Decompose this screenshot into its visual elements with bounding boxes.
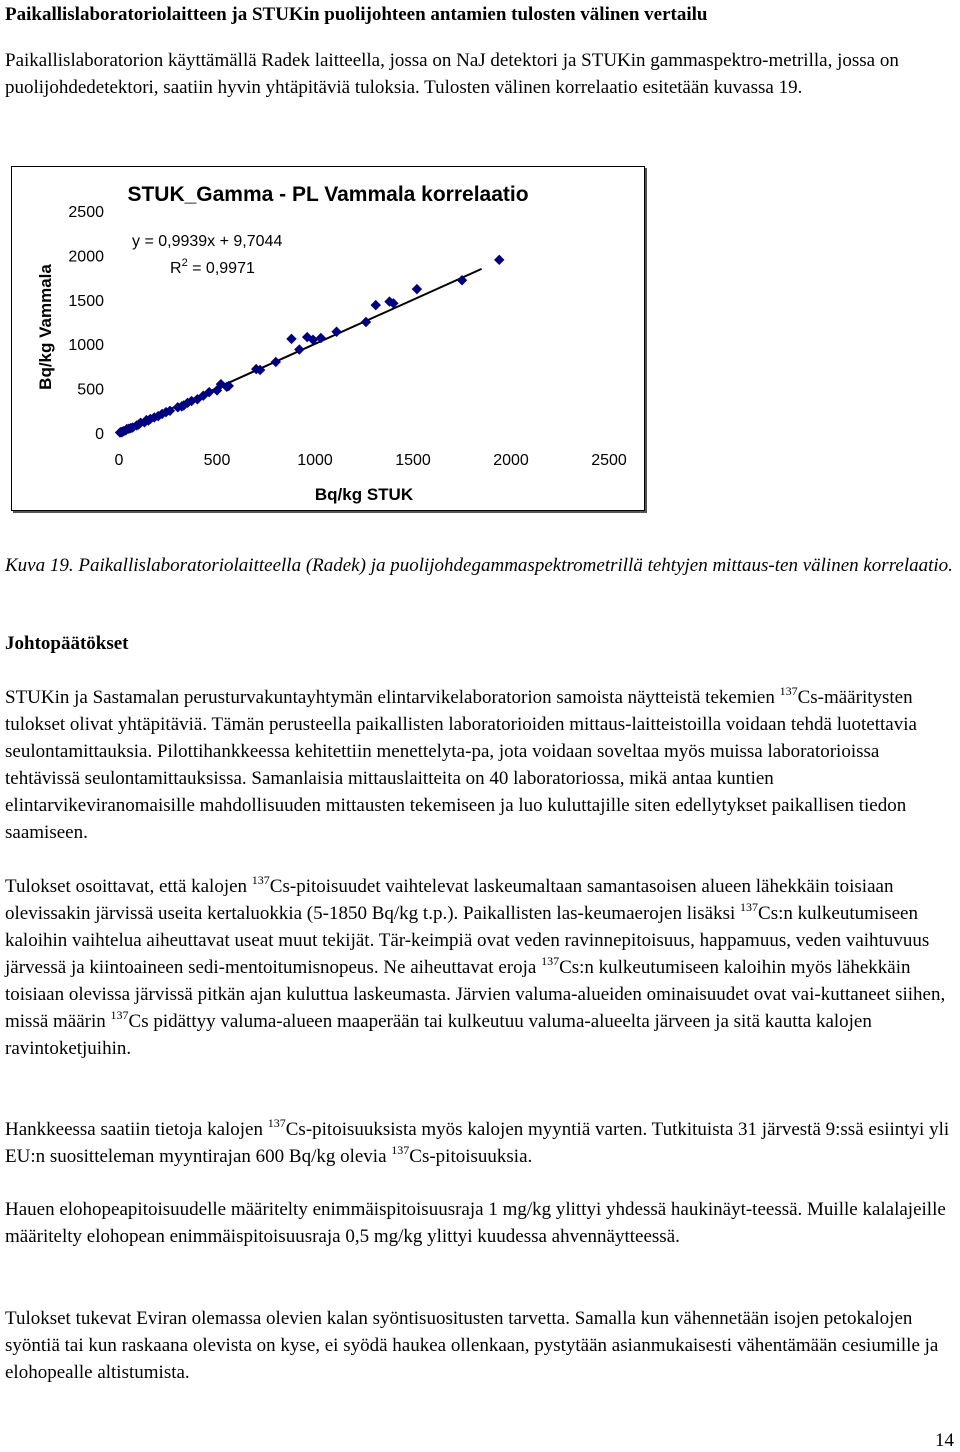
x-tick-label: 1500 [395, 452, 431, 469]
r-squared-label: $R^2 = 0,9971$ [170, 257, 255, 277]
data-point [371, 301, 380, 310]
regression-equation: y = 0,9939x + 9,7044 [132, 233, 283, 250]
figure-caption: Kuva 19. Paikallislaboratoriolaitteella (Radek) ja puolijohdegammaspektrometrillä tehtyjen mittaus-ten välinen korrelaatio. [5, 555, 953, 576]
x-tick-label: 500 [203, 452, 231, 469]
chart-title: STUK_Gamma - PL Vammala korrelaatio [127, 183, 529, 206]
paragraph-2: Tulokset osoittavat, että kalojen $^{137}$Cs-pitoisuudet vaihtelevat laskeumaltaan samantasoisen alueen lähekkäin toisiaan olevissakin järvissä useita kertaluokkia (5-1850 Bq/kg t.p.). Paikallisten las-keumaerojen lisäksi $^{137}$Cs:n kulkeutumiseen kaloihin vaihtelua aiheuttavat useat muut tekijät. Tär-keimpiä ovat veden ravinnepitoisuus, happamuus, veden vaihtuvuus järvessä ja kiintoaineen sedi-mentoitumisnopeus. Ne aiheuttavat eroja $^{137}$Cs:n kulkeutumiseen kaloihin myös lähekkäin toisiaan olevissa järvissä pitkän ajan kuluttua laskeumasta. Järvien valuma-alueiden ominaisuudet ovat vai-kuttaneet siihen, missä määrin $^{137}$Cs pidättyy valuma-alueen maaperään tai kulkeutuu valuma-alueelta järveen ja sitä kautta kalojen ravintoketjuihin. [5, 873, 946, 1059]
page-number: 14 [935, 1430, 954, 1451]
y-tick-label: 500 [77, 381, 104, 399]
paragraph-1: STUKin ja Sastamalan perusturvakuntayhtymän elintarvikelaboratorion samoista näytteistä tekemien $^{137}$Cs-määritysten tulokset olivat yhtäpitäviä. Tämän perusteella paikallisten laboratorioiden mittaus-laitteistoilla voidaan tehdä luotettavia seulontamittauksia. Pilottihankkeessa kehitettiin menettelyta-pa, jota voidaan soveltaa myös muissa laboratorioissa tehtävissä seulontamittauksissa. Samanlaisia mittauslaitteita on 40 laboratoriossa, mikä antaa kuntien elintarvikeviranomaisille mahdollisuuden mittausten tekemiseen ja luo kuluttajille siten edellytykset paikallisen tiedon saamiseen. [5, 684, 917, 843]
y-tick-label: 2000 [68, 248, 104, 266]
x-tick-label: 1000 [297, 452, 333, 469]
x-axis-label: Bq/kg STUK [314, 485, 414, 504]
y-tick-label: 0 [95, 426, 104, 443]
x-tick-label: 0 [114, 452, 124, 469]
y-tick-label: 1000 [68, 337, 104, 355]
paragraph-3: Hankkeessa saatiin tietoja kalojen $^{137}$Cs-pitoisuuksista myös kalojen myyntiä varten. Tutkituista 31 järvestä 9:ssä esiintyi yli EU:n suositteleman myyntirajan 600 Bq/kg olevia $^{137}$Cs-pitoisuuksia. [5, 1116, 950, 1167]
data-point [287, 334, 296, 343]
paragraph-4: Hauen elohopeapitoisuudelle määritelty enimmäispitoisuusraja 1 mg/kg ylittyi yhdessä haukinäyt-teessä. Muille kalalajeille määritelty elohopean enimmäispitoisuusraja 0,5 mg/kg ylittyi kuudessa ahvennäytteessä. [5, 1199, 946, 1247]
x-tick-label: 2000 [493, 452, 529, 469]
data-point [495, 255, 504, 264]
y-tick-labels [68, 204, 104, 443]
data-point [271, 357, 280, 366]
y-tick-label: 2500 [68, 204, 104, 221]
x-tick-labels [115, 452, 627, 469]
correlation-chart [11, 166, 645, 511]
intro-paragraph: Paikallislaboratorion käyttämällä Radek laitteella, jossa on NaJ detektori ja STUKin gammaspektro-metrilla, jossa on puolijohdedetektori, saatiin hyvin yhtäpitäviä tuloksia. Tulosten välinen korrelaatio esitetään kuvassa 19. [5, 50, 899, 98]
y-tick-label: 1500 [68, 292, 104, 310]
paragraph-5: Tulokset tukevat Eviran olemassa olevien kalan syöntisuositusten tarvetta. Samalla kun vähennetään isojen petokalojen syöntiä tai kun raskaana olevista on kyse, ei syödä haukea ollenkaan, pystytään asianmukaisesti vähentämään cesiumille ja elohopealle altistumista. [5, 1308, 939, 1383]
y-axis-label: Bq/kg Vammala [36, 264, 55, 390]
x-tick-label: 2500 [591, 452, 627, 469]
section-heading: Paikallislaboratoriolaitteen ja STUKin puolijohteen antamien tulosten välinen vertailu [5, 4, 708, 25]
data-point [316, 333, 325, 342]
data-point [412, 285, 421, 294]
conclusions-heading: Johtopäätökset [5, 633, 129, 654]
